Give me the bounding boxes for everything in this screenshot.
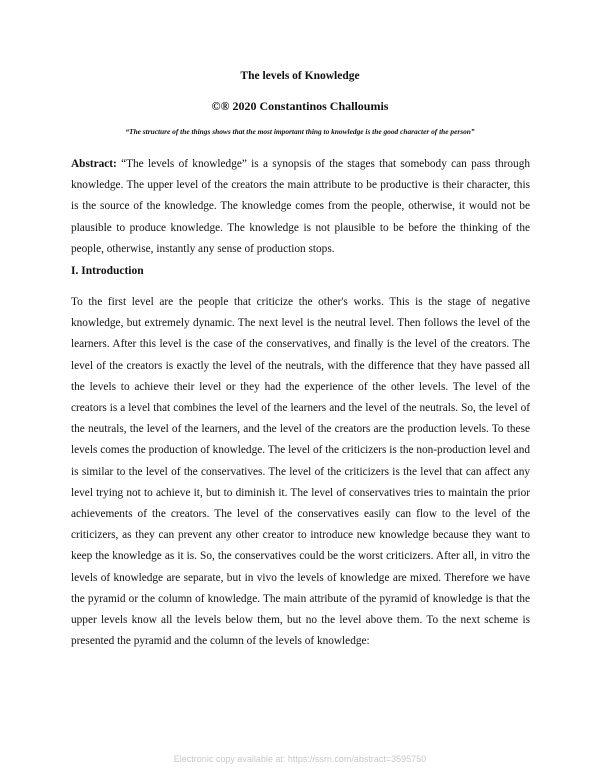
paper-title: The levels of Knowledge — [240, 70, 360, 82]
author-line: ©® 2020 Constantinos Challoumis — [211, 99, 389, 113]
epigraph: “The structure of the things shows that the most important thing to knowledge is the good character of the person” — [125, 127, 475, 136]
introduction-paragraph: To the first level are the people that criticize the other's works. This is the stage of negative knowledge, but extremely dynamic. The next level is the neutral level. Then follows the level of the learners. After this level is the case of the conservatives, and finally is the level of the creators. The level of the creators is exactly the level of the neutrals, with the difference that they have passed all the levels to achieve their level or they had the experience of the other levels. The level of the creators is a level that combines the level of the learners and the level of the neutrals. So, the level of the neutrals, the level of the learners, and the level of the creators are the production levels. To these levels comes the production of knowledge. The level of the criticizers is the non-production level and is similar to the level of the conservatives. The level of the criticizers is the level that can affect any level trying not to achieve it, but to diminish it. The level of conservatives tries to maintain the prior achievements of the creators. The level of the conservatives easily can flow to the level of the criticizers, as they can prevent any other creator to introduce new knowledge because they want to keep the knowledge as it is. So, the conservatives could be the worst criticizers. After all, in vitro the levels of knowledge are separate, but in vivo the levels of knowledge are mixed. Therefore we have the pyramid or the column of knowledge. The main attribute of the pyramid of knowledge is that the upper levels know all the levels below them, but no the level above them. To the next scheme is presented the pyramid and the column of the levels of knowledge: — [71, 296, 530, 648]
abstract-label: Abstract: — [71, 158, 117, 170]
section-heading-introduction: I. Introduction — [71, 265, 144, 277]
footer-ssrn-link[interactable]: Electronic copy available at: https://ssrn.com/abstract=3595750 — [173, 754, 427, 764]
abstract-text: “The levels of knowledge” is a synopsis of the stages that somebody can pass through knowledge. The upper level of the creators the main attribute to be productive is their character, this is the source of the knowledge. The knowledge comes from the people, otherwise, it would not be plausible to produce knowledge. The knowledge is not plausible to be before the thinking of the people, otherwise, instantly any sense of production stops. — [71, 158, 530, 255]
abstract-paragraph — [71, 154, 530, 260]
